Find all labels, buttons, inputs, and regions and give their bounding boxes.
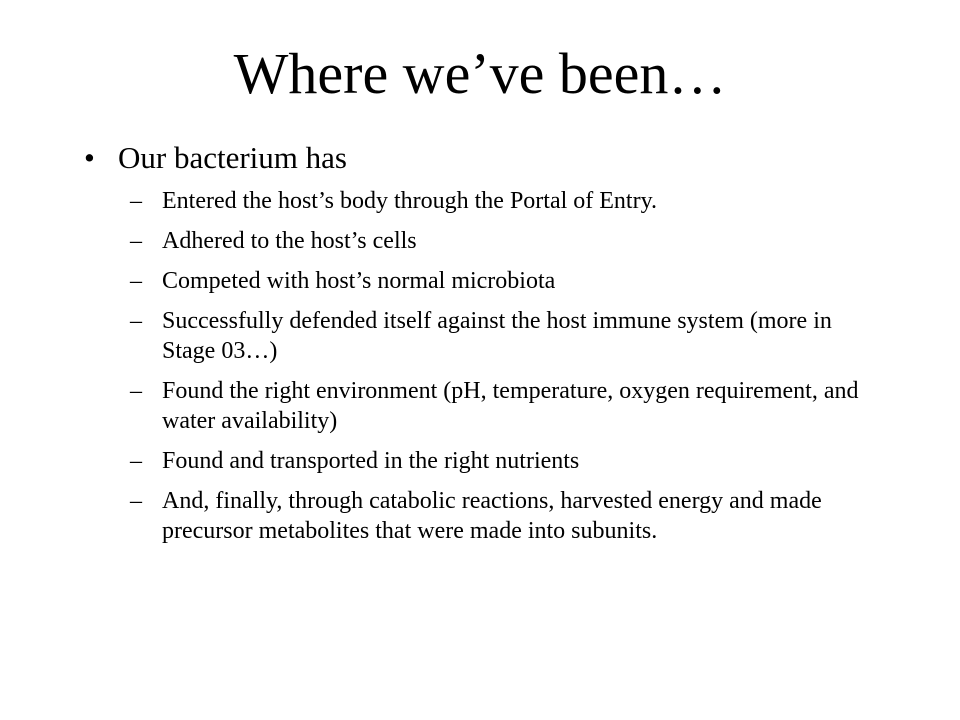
sub-bullet-text: Entered the host’s body through the Portal of Entry. (162, 188, 658, 214)
sub-bullet-item (84, 266, 862, 296)
sub-bullet-item (84, 226, 862, 256)
slide-title: Where we’ve been… (233, 41, 727, 106)
dash-marker: – (130, 228, 142, 254)
bullet-item (84, 136, 884, 180)
sub-bullet-item (84, 376, 862, 436)
sub-bullet-text: And, finally, through catabolic reactions, harvested energy and made precursor metabolites that were made into subunits. (162, 488, 822, 544)
sub-bullet-text: Found and transported in the right nutrients (162, 448, 580, 474)
bullet-marker: • (84, 140, 95, 175)
sub-bullet-text: Found the right environment (pH, temperature, oxygen requirement, and water availability) (162, 378, 859, 434)
sub-bullet-text: Adhered to the host’s cells (162, 228, 417, 254)
sub-bullet-item (84, 446, 862, 476)
sub-bullet-item (84, 306, 862, 366)
dash-marker: – (130, 268, 142, 294)
sub-bullet-text: Competed with host’s normal microbiota (162, 268, 556, 294)
dash-marker: – (130, 188, 142, 214)
slide-body (84, 136, 884, 556)
sub-bullet-text: Successfully defended itself against the host immune system (more in Stage 03…) (162, 308, 832, 364)
bullet-text: Our bacterium has (118, 140, 347, 175)
dash-marker: – (130, 378, 142, 404)
sub-bullet-item (84, 186, 862, 216)
dash-marker: – (130, 488, 142, 514)
dash-marker: – (130, 308, 142, 334)
dash-marker: – (130, 448, 142, 474)
sub-bullet-list (84, 186, 884, 546)
sub-bullet-item (84, 486, 862, 546)
